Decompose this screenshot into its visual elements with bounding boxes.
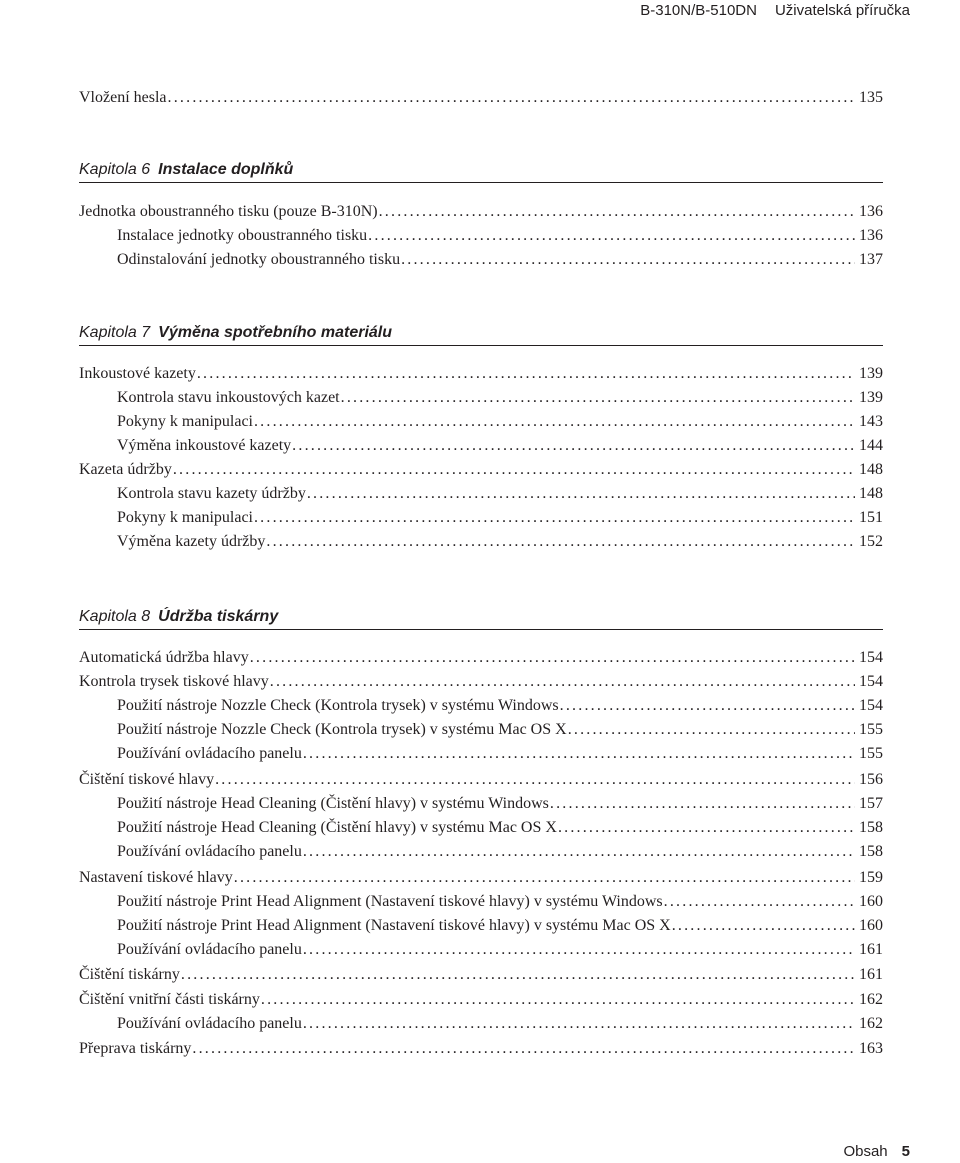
toc-entry-title: Čištění tiskárny <box>79 966 180 983</box>
toc-entry-page: 154 <box>859 649 883 666</box>
toc-entry-title: Pokyny k manipulaci <box>117 413 253 430</box>
chapter-heading[interactable] <box>79 605 883 630</box>
running-header <box>640 0 910 22</box>
footer-section: Obsah <box>843 1143 888 1160</box>
toc-entry-page: 143 <box>859 413 883 430</box>
toc-entry-title: Pokyny k manipulaci <box>117 509 253 526</box>
toc-subentry[interactable] <box>117 792 883 816</box>
chapter-heading[interactable] <box>79 158 883 183</box>
toc-subentry[interactable] <box>117 386 883 410</box>
toc-entry-title: Použití nástroje Nozzle Check (Kontrola trysek) v systému Windows <box>117 697 559 714</box>
toc-entry-title: Automatická údržba hlavy <box>79 649 249 666</box>
toc-entry-title: Použití nástroje Print Head Alignment (Nastavení tiskové hlavy) v systému Mac OS X <box>117 917 671 934</box>
dot-leader <box>197 362 855 386</box>
toc-entry-page: 135 <box>859 89 883 106</box>
toc-subentry[interactable] <box>117 890 883 914</box>
toc-entry-title: Přeprava tiskárny <box>79 1040 192 1057</box>
toc-entry-title: Jednotka oboustranného tisku (pouze B-310N) <box>79 203 378 220</box>
chapter-label: Kapitola 7 <box>79 324 151 341</box>
toc-entry-title: Výměna inkoustové kazety <box>117 437 292 454</box>
toc-entry-page: 136 <box>859 203 883 220</box>
toc-entry-title: Inkoustové kazety <box>79 365 196 382</box>
toc-entry-page: 157 <box>859 795 883 812</box>
toc-entry-page: 139 <box>859 365 883 382</box>
toc-entry-page: 136 <box>859 227 883 244</box>
toc-subentry[interactable] <box>117 224 883 248</box>
toc-entry-page: 148 <box>859 485 883 502</box>
toc-entry-page: 156 <box>859 771 883 788</box>
dot-leader <box>341 386 855 410</box>
dot-leader <box>303 840 855 864</box>
toc-subentry[interactable] <box>117 840 883 864</box>
dot-leader <box>192 1037 855 1061</box>
toc-subentry[interactable] <box>117 1012 883 1036</box>
toc-entry[interactable] <box>79 670 883 694</box>
toc-subentry[interactable] <box>117 742 883 766</box>
toc-entry-title: Kontrola trysek tiskové hlavy <box>79 673 269 690</box>
toc-entry-title: Instalace jednotky oboustranného tisku <box>117 227 368 244</box>
toc-entry-title: Použití nástroje Nozzle Check (Kontrola trysek) v systému Mac OS X <box>117 721 567 738</box>
toc-entry[interactable] <box>79 646 883 670</box>
toc-entry-title: Nastavení tiskové hlavy <box>79 869 233 886</box>
dot-leader <box>303 1012 855 1036</box>
toc-entry-page: 163 <box>859 1040 883 1057</box>
dot-leader <box>266 530 855 554</box>
toc-subentry[interactable] <box>117 506 883 530</box>
toc-entry-page: 154 <box>859 673 883 690</box>
toc-entry-page: 144 <box>859 437 883 454</box>
dot-leader <box>672 914 855 938</box>
toc-entry[interactable] <box>79 866 883 890</box>
dot-leader <box>250 646 855 670</box>
toc-entry-page: 161 <box>859 941 883 958</box>
dot-leader <box>168 86 855 110</box>
toc-subentry[interactable] <box>117 816 883 840</box>
dot-leader <box>664 890 855 914</box>
toc-entry-page: 158 <box>859 843 883 860</box>
dot-leader <box>558 816 855 840</box>
dot-leader <box>261 988 855 1012</box>
toc-subentry[interactable] <box>117 718 883 742</box>
toc-entry-page: 162 <box>859 1015 883 1032</box>
dot-leader <box>568 718 855 742</box>
dot-leader <box>292 434 855 458</box>
toc-subentry[interactable] <box>117 694 883 718</box>
dot-leader <box>303 938 855 962</box>
toc-entry-title: Kontrola stavu kazety údržby <box>117 485 306 502</box>
toc-entry[interactable] <box>79 200 883 224</box>
dot-leader <box>254 410 855 434</box>
toc-entry-page: 139 <box>859 389 883 406</box>
toc-entry-page: 158 <box>859 819 883 836</box>
guide-title: Uživatelská příručka <box>774 2 910 19</box>
dot-leader <box>368 224 855 248</box>
toc-subentry[interactable] <box>117 914 883 938</box>
chapter-label: Kapitola 8 <box>79 608 151 625</box>
dot-leader <box>234 866 855 890</box>
dot-leader <box>307 482 855 506</box>
toc-subentry[interactable] <box>117 248 883 272</box>
toc-subentry[interactable] <box>117 530 883 554</box>
dot-leader <box>379 200 855 224</box>
toc-entry[interactable] <box>79 1037 883 1061</box>
toc-entry-title: Použití nástroje Head Cleaning (Čistění hlavy) v systému Windows <box>117 795 549 812</box>
toc-entry-page: 160 <box>859 917 883 934</box>
toc-entry[interactable] <box>79 86 883 110</box>
toc-subentry[interactable] <box>117 410 883 434</box>
toc-entry-title: Kazeta údržby <box>79 461 172 478</box>
toc-entry-page: 159 <box>859 869 883 886</box>
toc-entry-page: 152 <box>859 533 883 550</box>
toc-entry-page: 155 <box>859 745 883 762</box>
toc-entry-title: Používání ovládacího panelu <box>117 745 302 762</box>
dot-leader <box>254 506 855 530</box>
toc-entry-title: Odinstalování jednotky oboustranného tisku <box>117 251 401 268</box>
toc-entry-page: 162 <box>859 991 883 1008</box>
toc-entry-page: 148 <box>859 461 883 478</box>
dot-leader <box>560 694 855 718</box>
dot-leader <box>303 742 855 766</box>
toc-entry-page: 155 <box>859 721 883 738</box>
toc-entry-page: 160 <box>859 893 883 910</box>
dot-leader <box>270 670 855 694</box>
running-footer <box>843 1141 910 1163</box>
chapter-label: Kapitola 6 <box>79 161 151 178</box>
toc-entry-page: 161 <box>859 966 883 983</box>
toc-entry[interactable] <box>79 458 883 482</box>
toc-entry-title: Vložení hesla <box>79 89 167 106</box>
toc-entry-title: Kontrola stavu inkoustových kazet <box>117 389 340 406</box>
toc-subentry[interactable] <box>117 938 883 962</box>
footer-page-number: 5 <box>901 1143 910 1160</box>
product-name: B-310N/B-510DN <box>640 2 757 19</box>
toc-subentry[interactable] <box>117 482 883 506</box>
dot-leader <box>173 458 855 482</box>
toc-entry[interactable] <box>79 988 883 1012</box>
toc-entry-title: Čištění vnitřní části tiskárny <box>79 991 260 1008</box>
dot-leader <box>550 792 855 816</box>
toc-entry-title: Čištění tiskové hlavy <box>79 771 215 788</box>
dot-leader <box>215 768 855 792</box>
toc-entry-title: Použití nástroje Head Cleaning (Čistění hlavy) v systému Mac OS X <box>117 819 557 836</box>
toc-entry-title: Používání ovládacího panelu <box>117 941 302 958</box>
toc-entry-page: 137 <box>859 251 883 268</box>
toc-entry-title: Výměna kazety údržby <box>117 533 266 550</box>
chapter-title: Výměna spotřebního materiálu <box>158 324 393 341</box>
chapter-title: Údržba tiskárny <box>158 608 279 625</box>
toc-entry[interactable] <box>79 768 883 792</box>
toc-subentry[interactable] <box>117 434 883 458</box>
toc-entry-title: Použití nástroje Print Head Alignment (Nastavení tiskové hlavy) v systému Windows <box>117 893 663 910</box>
dot-leader <box>401 248 855 272</box>
toc-entry-title: Používání ovládacího panelu <box>117 1015 302 1032</box>
dot-leader <box>181 963 855 987</box>
chapter-heading[interactable] <box>79 321 883 346</box>
toc-entry-title: Používání ovládacího panelu <box>117 843 302 860</box>
chapter-title: Instalace doplňků <box>158 161 294 178</box>
toc-entry-page: 151 <box>859 509 883 526</box>
toc-entry[interactable] <box>79 963 883 987</box>
toc-entry-page: 154 <box>859 697 883 714</box>
toc-entry[interactable] <box>79 362 883 386</box>
